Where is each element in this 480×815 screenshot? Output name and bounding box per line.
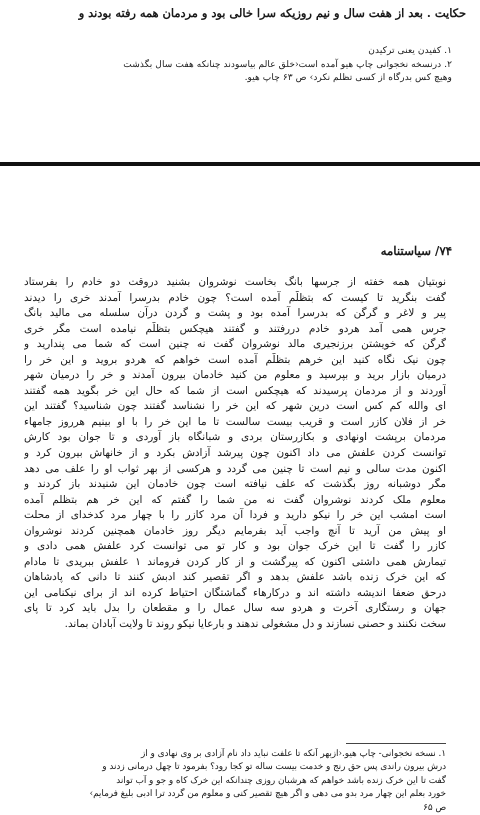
body-line: تیمارش همی داشتی اکنون که پیرگشت و از کار کردن فروماند ۱ علفش ببریدی تا مادام: [24, 555, 446, 568]
footnote-line: ۲. درنسخه نخجوانی چاپ هیو آمده است‹خلق عالم بیاسودند چنانکه هفت سال بگذشت: [123, 58, 452, 70]
body-line: ای والله کم کس است درین شهر که این خر را نشناسد گفتند چون شناسید؟ گفتند این: [24, 400, 446, 413]
body-line: گرگن که خویشتن برزنجیری مالد نوشروان گفت نه چنین است که شما می پندارید و: [24, 338, 446, 351]
body-line: نوبتیان همه خفته از جرسها بانگ بخاست نوشروان بشنید دروقت دو خادم را بفرستاد: [24, 276, 446, 288]
footnote-line: خورد بعلم این چهار مرد بدو می دهی و اگر هیچ تقصیر کنی و معلوم من گردد ترا ادبی بلیغ فرمایم›: [89, 789, 446, 800]
previous-page-footnotes: [12, 44, 452, 85]
footnote-line: وهیچ کس بدرگاه از کسی تظلم نکرد› ص ۶۳ چاپ هیو.: [244, 72, 452, 83]
body-line: مردمان برپشت اونهادی و بکازرستان بردی و شبانگاه باز آوردی و تا جوان بود کارش: [24, 431, 446, 444]
body-line: خر از فلان کازر است و قریب بیست سالست تا ما این خر را با او بینیم هرروز جامهاء: [24, 415, 446, 428]
body-line: جهان و رستگاری آخرت و هردو سه سال عمال را و مقطعان را بدل باید کرد تا پای: [24, 602, 446, 615]
body-line: گفت بنگرید تا کیست که بتظلّم آمده است؟ چون خادم بدرسرا آمدند خری را دیدند: [24, 291, 446, 304]
body-line: پیر و لاغر و گرگن که بدرسرا آمده بود و پشت و گردن درآن سلسله می مالید بانگ: [24, 307, 446, 320]
body-line: است امشب این خر را نیکو دارید و فردا آن مرد کازر را با چهار مرد کدخدای از محلت: [24, 509, 446, 522]
body-line: آوردند و از مردمان پرسیدند که هیچکس است از شما که حال این خر بگوید همه گفتند: [24, 384, 446, 397]
body-line: که این خرک زنده باشد علفش بدهد و اگر تقصیر کند ادبش کنند تا دانی که پادشاهان: [24, 571, 446, 584]
footnote-line: درش بیرون راندی پس حق رنج و خدمت بیست ساله تو کجا رود؟ بفرمود تا چهل درمانی زدند و: [102, 762, 446, 773]
page-footnotes: [24, 748, 446, 815]
story-heading-line: حکایت . بعد از هفت سال و نیم روزیکه سرا خالی بود و مردمان همه رفته بودند و: [78, 6, 466, 20]
footnote-line: ۱. کفیدن یعنی ترکیدن: [368, 45, 452, 56]
previous-page-fragment: [0, 0, 480, 160]
footnote-line: ص ۶۵: [423, 802, 446, 813]
body-line: درحق ضعفا اندیشه داشته اند و درکارهاء گماشتگان احتیاط کرده اند از برای نیکنامی این: [24, 586, 446, 599]
body-line: درمیان بازار برید و بپرسید و معلوم من کنید خادمان بیرون آمدند و خر را درمیان شهر: [24, 369, 446, 382]
running-header: ۷۴/ سیاستنامه: [380, 244, 452, 258]
footnote-rule: [346, 743, 446, 744]
body-line: او پیش من آرید تا آنچ واجب آید بفرمایم دیگر روز خادمان همچنین کردند نوشروان: [24, 524, 446, 537]
footnote-line: ۱. نسخه نخجوانی- چاپ هیو.‹ازبهر آنکه تا علفت نباید داد نام آزادی بر وی نهادی و از: [141, 749, 446, 759]
main-body-text: [24, 275, 446, 633]
body-line: چون نیک نگاه کنید این خرهم بتظلّم آمده است خواهم که هردو بروید و این خر را: [24, 353, 446, 366]
body-line: مگر دوشبانه روز بگذشت که علف نیافته است چون خادمان این شنیدند باز کردند و: [24, 478, 446, 491]
body-line: توانست کردن علفش می داد اکنون چون پیرشد آزادش بکرد و از خانهاش بیرون کرد و: [24, 447, 446, 460]
page-divider: [0, 162, 480, 166]
body-line: اکنون مدت سالی و نیم است تا چنین می گردد و هرکسی از بهر ثواب او را علف می دهد: [24, 462, 446, 475]
footnote-line: گفت تا این خرک زنده باشد خواهم که هرشبان روزی چندانکه این خرک کاه و جو و آب تواند: [116, 775, 446, 786]
body-line: کازر را گفت تا این خرک جوان بود و کار تو می توانست کرد علفش همی دادی و: [24, 540, 446, 553]
body-line: جرس همی آمد هردو خادم دررفتند و گفتند هیچکس بتظلّم نیامده است مگر خری: [24, 322, 446, 335]
body-line: معلوم ملک کردند نوشروان گفت نه من شما را گفتم که این خر هم بتظلم آمده: [24, 493, 446, 506]
body-line: سخت نکنند و حصنی نسازند و دل مشغولی ندهند و بارعایا نیکو روند تا ولایت آبادان بماند.: [64, 618, 446, 631]
